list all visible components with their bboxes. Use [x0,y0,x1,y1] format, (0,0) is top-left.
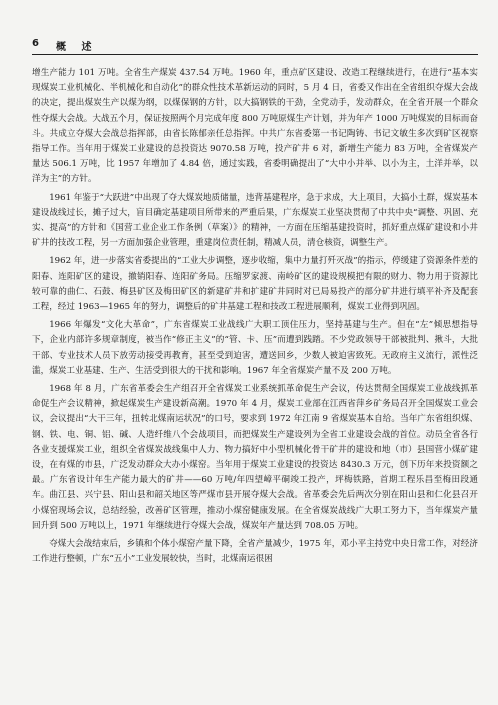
paragraph: 1968 年 8 月，广东省革委会生产组召开全省煤炭工业系统抓革命促生产会议，传达贯彻全国煤炭工业战线抓革命促生产会议精神，掀起煤炭生产建设新高潮。1970 年 4 月，煤炭工业部在江西省萍乡矿务局召开全国煤炭工业会议，会议提出“大干三年，扭转北煤南运状况”的口号，要求到 1972 年江南 9 省煤炭基本自给。当年广东省组织煤、钢、铁、电、铜、铝、碱、人造纤维八个会战项目，而把煤炭生产建设列为全省工业建设会战的首位。动员全省各行各业支援煤炭工业，组织全省煤炭战线集中人力、物力搞好中小型机械化骨干矿井的建设和地（市）县国营小煤矿建设，在有煤的市县，广泛发动群众大办小煤窑。当年用于煤炭工业建设的投资达 8430.3 万元，创下历年来投资额之最。广东省设计年生产能力最大的矿井——60 万吨/年四望嶂平硐竣工投产，坪梅铁路，首期工程乐昌至梅田段通车。曲江县、兴宁县、阳山县和韶关地区等严煤市县开展夺煤大会战。省革委会先后两次分别在阳山县和仁化县召开小煤窑现场会议，总结经验，改善矿区管理，推动小煤窑健康发展。在全省煤炭战线广大职工努力下，当年煤炭产量回升到 500 万吨以上，1971 年继续进行夺煤大会战，煤炭年产量达到 708.05 万吨。 [32,384,478,531]
paragraph: 增生产能力 101 万吨。全省生产煤炭 437.54 万吨。1960 年，重点矿区建设、改造工程继续进行，在进行“基本实现煤炭工业机械化、半机械化和自动化”的群众性技术革新运动的同时，5 月 4 日，省委又作出在全省组织夺煤大会战的决定，提出煤炭生产以煤为纲，以煤保钢的方针，以大搞钢铁的干劲，全党动手，发动群众，在全省开展一个群众性夺煤大会战。大战五个月，保证按照两个月完成年度 800 万吨原煤生产计划，并为年产 1000 万吨煤炭的目标而奋斗。共成立夺煤大会战总指挥部，由省长陈郁亲任总指挥。中共广东省委第一书记陶铸、书记文敏生多次到矿区视察指导工作。当年用于煤炭工业建设的总投资达 9070.58 万吨，投产矿井 6 对，新增生产能力 83 万吨，全省煤炭产量达 506.1 万吨，比 1957 年增加了 4.84 倍，通过实践，省委明确提出了“大中小并举、以小为主，土洋并举，以洋为主”的方针。 [32,68,478,185]
running-head: 概 述 [56,42,98,53]
paragraph: 1961 年鉴于“大跃进”中出现了夺大煤炭地质储量，违背基建程序，急于求成，大上项目，大搞小土群，煤炭基本建设战线过长，摊子过大，盲目确定基建项目所带来的严重后果，广东煤炭工业坚决贯彻了中共中央“调整、巩固、充实、提高”的方针和《国营工业企业工作条例（草案）》的精神，一方面在压缩基建投资时，抓好重点煤矿建设和小井矿井的技改工程，另一方面加强企业管理，重建岗位责任制，精减人员，清仓核资，调整生产。 [32,192,478,249]
paragraph: 1962 年，进一步落实省委提出的“工业大步调整，逐步收缩，集中力量打歼灭战”的指示，停缓建了资源条件差的阳春、连阳矿区的建设，撤销阳春、连阳矿务局。压缩罗家渡、南岭矿区的建设规模把有限的财力、物力用于资源比较可靠的曲仁、石鼓、梅县矿区及梅田矿区的新建矿井和扩建矿井同时对已局易投产的部分矿井进行填平补齐及配套工程，经过 1963—1965 年的努力，调整后的矿井基建工程和技改工程进展顺利，煤炭工业得到巩固。 [32,256,478,313]
page-number: 6 [32,38,39,49]
paragraph: 1966 年爆发“文化大革命”，广东省煤炭工业战线广大职工顶住压力，坚持基建与生产。但在“左”倾思想指导下，企业内部许多规章制度，被当作“修正主义”的“管、卡、压”而遭到践踏。不少党政领导干部被批判、揪斗，大批干部、专业技术人员下放劳动接受再教育，甚至受到迫害，遭送回乡，少数人被迫害致死。无政府主义流行，派性泛滥，煤炭工业基建、生产、生活受到很大的干扰和影响。1967 年全省煤炭产量不及 200 万吨。 [32,320,478,376]
body-text [32,66,478,571]
paragraph: 夺煤大会战结束后，乡镇和个体小煤窑产量下降，全省产量减少，1975 年，邓小平主持党中央日常工作，对经济工作进行整顿，广东“五小”工业发展较快，当时，北煤南运很困 [32,539,478,565]
page-header [32,38,478,55]
